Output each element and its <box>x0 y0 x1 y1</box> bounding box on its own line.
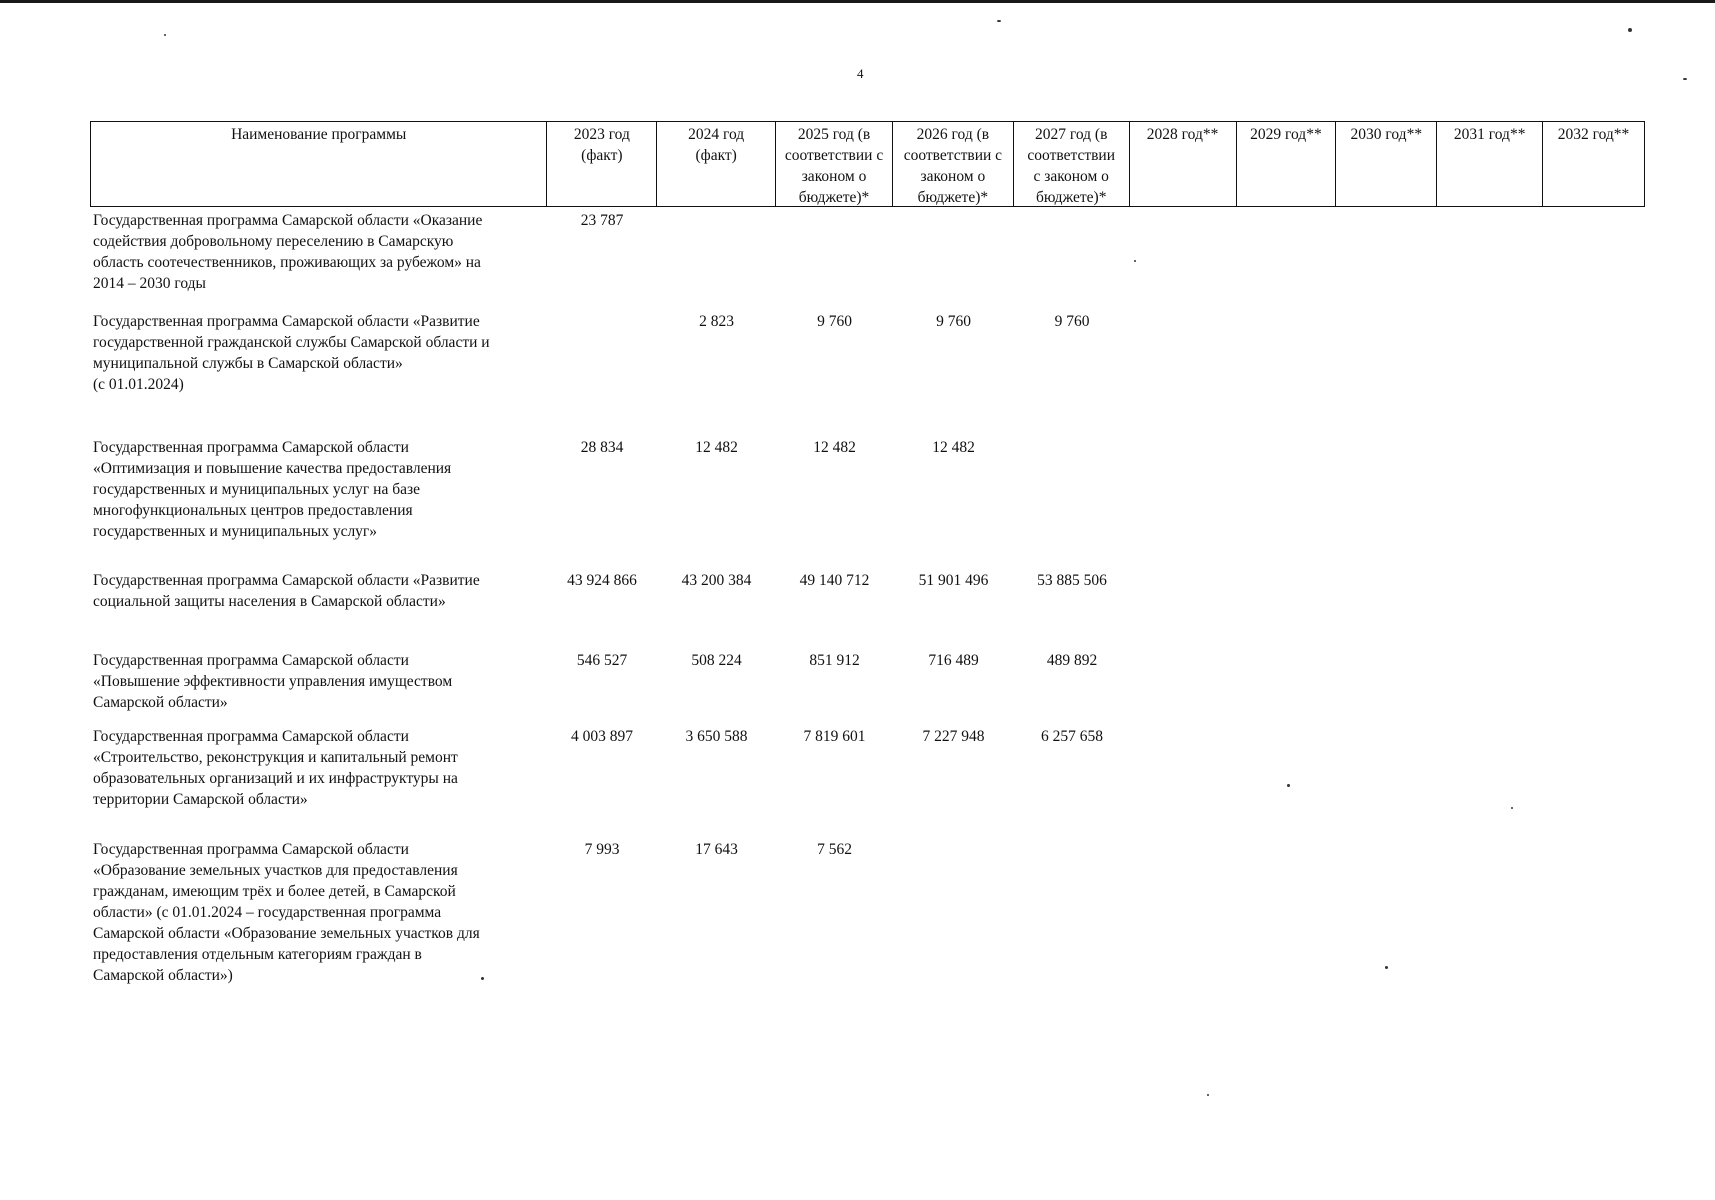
table-row <box>90 207 1645 311</box>
value-2026 <box>893 839 1014 999</box>
value-2024: 17 643 <box>695 841 738 858</box>
header-2024: 2024 год (факт) <box>657 122 776 206</box>
program-name: Государственная программа Самарской области «Образование земельных участков для предоставления гражданам, имеющим трёх и более детей, в Самарской области» (с 01.01.2024 – государственная программа Самарской области «Образование земельных участков для предоставления отдельным категориям граждан в Самарской области») <box>93 841 480 984</box>
value-2029 <box>1237 570 1337 650</box>
value-2031 <box>1438 650 1544 726</box>
value-2032 <box>1544 570 1645 650</box>
value-2023: 7 993 <box>584 841 620 858</box>
value-2029 <box>1237 839 1337 999</box>
value-2030 <box>1337 839 1438 999</box>
value-2027 <box>1014 210 1130 311</box>
table-row <box>90 437 1645 570</box>
value-2024: 3 650 588 <box>685 728 748 745</box>
program-name: Государственная программа Самарской области «Оказание содействия добровольному переселению в Самарскую область соотечественников, проживающих за рубежом» на 2014 – 2030 годы <box>93 212 483 292</box>
value-2031 <box>1438 311 1544 437</box>
value-2023: 23 787 <box>580 212 624 229</box>
value-2032 <box>1544 437 1645 570</box>
value-2025 <box>776 210 893 311</box>
header-program-name: Наименование программы <box>91 122 547 206</box>
value-2028 <box>1130 726 1237 839</box>
program-name: Государственная программа Самарской области «Оптимизация и повышение качества предоставления государственных и муниципальных услуг на базе многофункциональных центров предоставления государственных и муниципальных услуг» <box>93 439 452 540</box>
value-2025: 7 819 601 <box>803 728 866 745</box>
value-2029 <box>1237 437 1337 570</box>
value-2030 <box>1337 311 1438 437</box>
scan-speck <box>481 977 484 980</box>
scan-speck <box>1287 784 1290 787</box>
header-2027: 2027 год (в соответствии с законом о бюджете)* <box>1014 122 1130 206</box>
value-2025: 49 140 712 <box>799 572 870 589</box>
scan-top-edge <box>0 0 1715 3</box>
value-2030 <box>1337 726 1438 839</box>
scan-speck <box>164 34 166 36</box>
value-2032 <box>1544 839 1645 999</box>
value-2026 <box>893 210 1014 311</box>
value-2026: 716 489 <box>928 652 979 669</box>
value-2030 <box>1337 437 1438 570</box>
value-2024: 12 482 <box>695 439 738 456</box>
value-2030 <box>1337 570 1438 650</box>
budget-table <box>90 121 1645 999</box>
value-2024: 43 200 384 <box>681 572 752 589</box>
program-name: Государственная программа Самарской области «Строительство, реконструкция и капитальный ремонт образовательных организаций и их инфраструктуры на территории Самарской области» <box>93 728 458 808</box>
value-2032 <box>1544 650 1645 726</box>
value-2027: 6 257 658 <box>1041 728 1103 745</box>
value-2025: 7 562 <box>817 841 852 858</box>
scan-speck <box>997 20 1001 22</box>
value-2026: 7 227 948 <box>922 728 985 745</box>
value-2027 <box>1014 839 1130 999</box>
value-2024: 2 823 <box>699 313 734 330</box>
value-2023: 28 834 <box>580 439 624 456</box>
table-row <box>90 650 1645 726</box>
program-name: Государственная программа Самарской области «Развитие государственной гражданской службы Самарской области и муниципальной службы в Самарской области» (с 01.01.2024) <box>93 313 490 393</box>
value-2031 <box>1438 839 1544 999</box>
table-header-row <box>90 121 1645 207</box>
scan-speck <box>1683 78 1687 80</box>
value-2029 <box>1237 650 1337 726</box>
table-row <box>90 839 1645 999</box>
program-name: Государственная программа Самарской области «Развитие социальной защиты населения в Самарской области» <box>93 572 480 610</box>
value-2023: 43 924 866 <box>567 572 637 589</box>
value-2025: 9 760 <box>817 313 852 330</box>
value-2028 <box>1130 570 1237 650</box>
value-2027: 489 892 <box>1046 652 1098 669</box>
header-2028: 2028 год** <box>1130 122 1237 206</box>
program-name: Государственная программа Самарской области «Повышение эффективности управления имуществом Самарской области» <box>93 652 453 711</box>
value-2030 <box>1337 650 1438 726</box>
value-2031 <box>1438 570 1544 650</box>
scan-speck <box>1385 966 1388 969</box>
table-row <box>90 311 1645 437</box>
value-2024 <box>657 210 776 311</box>
value-2031 <box>1438 437 1544 570</box>
value-2023: 4 003 897 <box>571 728 633 745</box>
header-2026: 2026 год (в соответствии с законом о бюджете)* <box>893 122 1014 206</box>
value-2031 <box>1438 726 1544 839</box>
value-2026: 9 760 <box>936 313 971 330</box>
value-2029 <box>1237 311 1337 437</box>
scan-speck <box>1207 1094 1209 1096</box>
value-2025: 851 912 <box>809 652 860 669</box>
value-2032 <box>1544 311 1645 437</box>
value-2025: 12 482 <box>813 439 856 456</box>
value-2031 <box>1438 210 1544 311</box>
value-2028 <box>1130 210 1237 311</box>
header-2029: 2029 год** <box>1237 122 1337 206</box>
table-row <box>90 726 1645 839</box>
value-2027 <box>1014 437 1130 570</box>
header-2025: 2025 год (в соответствии с законом о бюджете)* <box>776 122 893 206</box>
value-2028 <box>1130 650 1237 726</box>
scan-speck <box>1628 28 1632 32</box>
value-2030 <box>1337 210 1438 311</box>
header-2031: 2031 год** <box>1437 122 1543 206</box>
value-2023 <box>547 311 657 437</box>
value-2032 <box>1544 210 1645 311</box>
value-2023: 546 527 <box>576 652 628 669</box>
value-2026: 51 901 496 <box>918 572 989 589</box>
value-2027: 53 885 506 <box>1037 572 1107 589</box>
header-2030: 2030 год** <box>1336 122 1437 206</box>
header-2032: 2032 год** <box>1557 126 1630 143</box>
value-2028 <box>1130 437 1237 570</box>
value-2027: 9 760 <box>1054 313 1090 330</box>
value-2026: 12 482 <box>932 439 975 456</box>
scan-speck <box>1134 260 1136 262</box>
scan-speck <box>1511 807 1513 809</box>
value-2028 <box>1130 311 1237 437</box>
value-2029 <box>1237 210 1337 311</box>
value-2028 <box>1130 839 1237 999</box>
value-2029 <box>1237 726 1337 839</box>
value-2032 <box>1544 726 1645 839</box>
value-2024: 508 224 <box>691 652 742 669</box>
header-2023: 2023 год (факт) <box>547 122 657 206</box>
page-number: 4 <box>857 66 864 81</box>
table-row <box>90 570 1645 650</box>
